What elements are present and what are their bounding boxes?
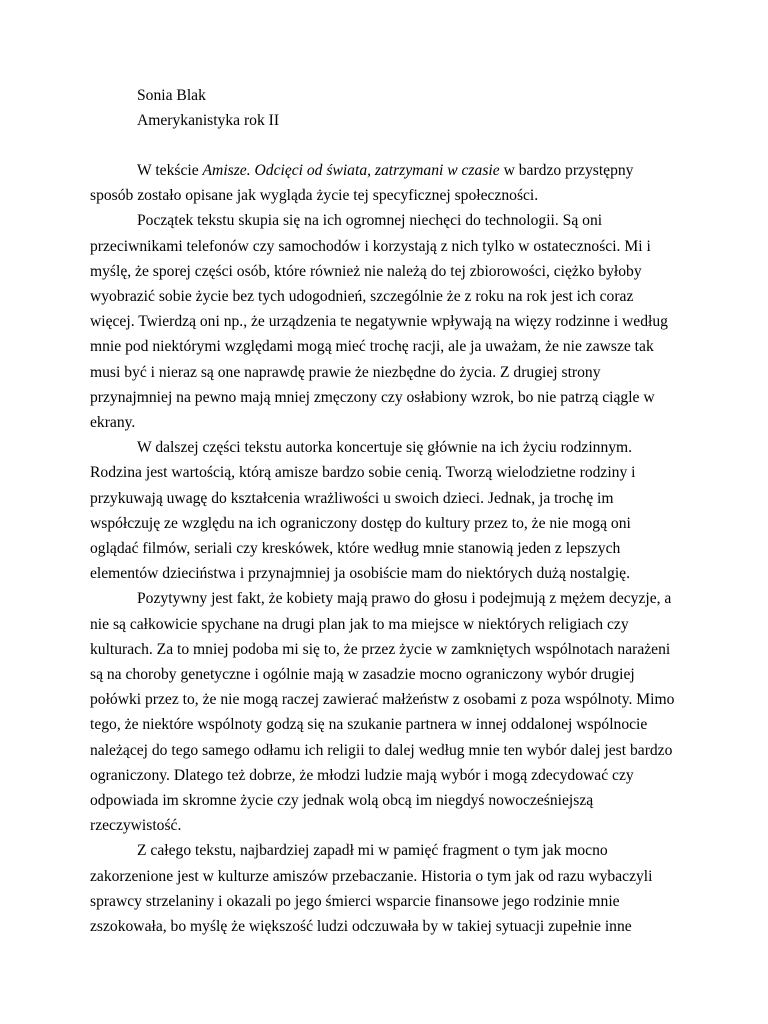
paragraph [90,838,680,939]
text-segment: musi być i nieraz są one naprawdę prawie że niezbędne do życia. Z drugiej strony [90,363,601,381]
text-segment: przynajmniej na pewno mają mniej zmęczony czy osłabiony wzrok, bo nie patrzą ciągle w [90,388,655,406]
text-segment: oglądać filmów, seriali czy kreskówek, które według mnie stanowią jeden z lepszych [90,540,621,558]
text-segment: ograniczony. Dlatego też dobrze, że młodzi ludzie mają wybór i mogą zdecydować czy [90,766,634,784]
text-line [90,410,680,435]
text-segment: myślę, że sporej części osób, które również nie należą do tej zbiorowości, ciężko byłoby [90,262,642,280]
text-segment: rzeczywistość. [90,817,182,835]
paragraph [90,586,680,838]
text-line [90,385,680,410]
text-segment: współczuję ze względu na ich ograniczony dostęp do kultury przez to, że nie mogą oni [90,514,631,532]
text-line [90,637,680,662]
text-segment: Początek tekstu skupia się na ich ogromnej niechęci do technologii. Są oni [137,212,603,230]
text-segment: sprawcy strzelaniny i okazali po jego śmierci wsparcie finansowe jego rodzinie mnie [90,892,620,910]
text-line [90,183,680,208]
text-segment: przykuwają uwagę do kształcenia wrażliwości u swoich dzieci. Jednak, ja trochę im [90,489,614,507]
text-segment: Rodzina jest wartością, którą amisze bardzo sobie cenią. Tworzą wielodzietne rodziny i [90,464,636,482]
text-segment: połówki przez to, że nie mogą raczej zawierać małżeństw z osobami z poza wspólnoty. Mimo [90,691,675,709]
text-line [90,687,680,712]
text-line [90,612,680,637]
text-line [90,284,680,309]
text-line [90,511,680,536]
paragraph [90,208,680,435]
text-line [90,158,680,183]
text-line [90,763,680,788]
text-line [90,435,680,460]
text-line [90,309,680,334]
text-segment: Z całego tekstu, najbardziej zapadł mi w pamięć fragment o tym jak mocno [137,842,608,860]
text-line [90,208,680,233]
course-name: Amerykanistyka rok II [137,112,280,130]
text-line [90,360,680,385]
text-segment: należącej do tego samego odłamu ich religii to dalej według mnie ten wybór dalej jest bardzo [90,741,673,759]
text-segment: zakorzenione jest w kulturze amiszów przebaczanie. Historia o tym jak od razu wybaczyli [90,867,653,885]
text-line [90,813,680,838]
text-line [90,738,680,763]
paragraph [90,158,680,208]
text-segment: tego, że niektóre wspólnoty godzą się na szukanie partnera w innej oddalonej wspólnocie [90,716,648,734]
text-line [90,460,680,485]
text-line [90,838,680,863]
text-segment: Pozytywny jest fakt, że kobiety mają prawo do głosu i podejmują z mężem decyzje, a [137,590,672,608]
document-header [137,83,279,133]
text-segment: W dalszej części tekstu autorka koncertuje się głównie na ich życiu rodzinnym. [137,439,633,457]
text-segment: kulturach. Za to mniej podoba mi się to, że przez życie w zamkniętych wspólnotach narażeni [90,640,671,658]
text-segment: więcej. Twierdzą oni np., że urządzenia te negatywnie wpływają na więzy rodzinne i według [90,313,668,331]
text-segment: sposób zostało opisane jak wygląda życie tej specyficznej społeczności. [90,187,539,205]
text-line [90,536,680,561]
text-segment: są na choroby genetyczne i ogólnie mają w zasadzie mocno ograniczony wybór drugiej [90,666,635,684]
text-line [90,889,680,914]
text-segment: odpowiada im skromne życie czy jednak wolą obcą im niegdyś nowocześniejszą [90,792,594,810]
text-line [90,712,680,737]
text-line [90,914,680,939]
text-segment: W tekście [137,162,203,179]
text-segment: elementów dzieciństwa i przynajmniej ja osobiście mam do niektórych dużą nostalgię. [90,565,630,583]
text-segment: wyobrazić sobie życie bez tych udogodnień, szczególnie że z roku na rok jest ich coraz [90,288,634,306]
italic-title-text: Amisze. Odcięci od świata, zatrzymani w czasie [202,162,500,179]
paragraph [90,435,680,586]
text-line [90,662,680,687]
text-segment: ekrany. [90,414,136,432]
text-line [90,234,680,259]
text-line [90,864,680,889]
text-line [90,788,680,813]
text-segment: zszokowała, bo myślę że większość ludzi odczuwała by w takiej sytuacji zupełnie inne [90,918,632,936]
text-segment: przeciwnikami telefonów czy samochodów i korzystają z nich tylko w ostateczności. Mi i [90,237,651,255]
author-name: Sonia Blak [137,87,206,104]
document-body [90,158,680,939]
text-line [90,259,680,284]
text-segment: mnie pod niektórymi względami mogą mieć trochę racji, ale ja uważam, że nie zawsze tak [90,338,654,356]
text-segment: w bardzo przystępny [499,162,634,179]
text-line [90,561,680,586]
text-line [90,334,680,359]
text-line [90,586,680,611]
text-segment: nie są całkowicie spychane na drugi plan jak to ma miejsce w niektórych religiach czy [90,615,629,633]
text-line [90,486,680,511]
